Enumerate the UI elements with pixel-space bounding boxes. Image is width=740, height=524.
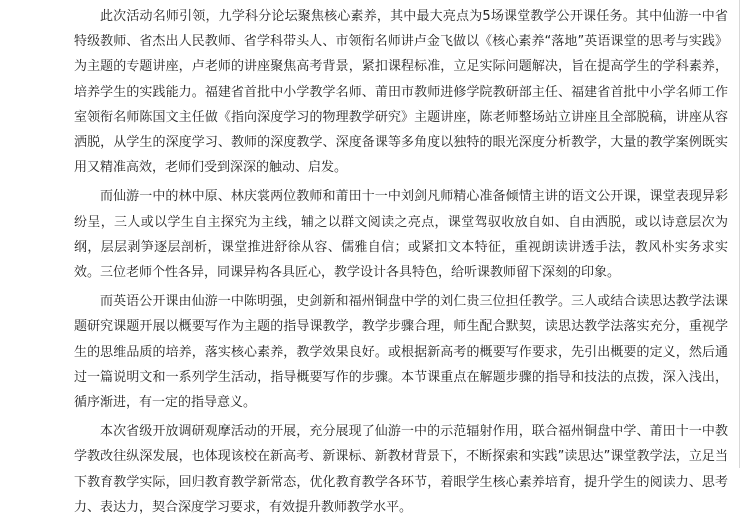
paragraph-summary: 本次省级开放调研观摩活动的开展，充分展现了仙游一中的示范辐射作用，联合福州铜盘中学、莆田十一中教学教改往纵深发展，也体现该校在新高考、新课标、新教材背景下，不断探索和实践”读思达”课堂教学法，立足当下教育教学实际，回归教育教学新常态，优化教育教学各环节，着眼学生核心素养培育，提升学生的阅读力、思考力、表达力，契合深度学习要求，有效提升教师教学水平。: [74, 424, 728, 515]
article-body: [74, 4, 728, 524]
paragraph-lectures: 此次活动名师引领，九学科分论坛聚焦核心素养，其中最大亮点为5场课堂教学公开课任务。其中仙游一中省特级教师、省杰出人民教师、省学科带头人、市领衔名师讲卢金飞做以《核心素养“落地”英语课堂的思考与实践》为主题的专题讲座，卢老师的讲座聚焦高考背景，紧扣课程标准，立足实际问题解决，旨在提高学生的学科素养，培养学生的实践能力。福建省首批中小学教学名师、莆田市教师进修学院教研部主任、福建省首批中小学名师工作室领衔名师陈国文主任做《指向深度学习的物理教学研究》主题讲座，陈老师整场站立讲座且全部脱稿，讲座从容洒脱，从学生的深度学习、教师的深度教学、深度备课等多角度以独特的眼光深度分析教学，大量的教学案例既实用又精准高效，老师们受到深深的触动、启发。: [74, 9, 728, 176]
paragraph-english-class: 而英语公开课由仙游一中陈明强，史剑新和福州铜盘中学的刘仁贵三位担任教学。三人或结合读思达教学法课题研究课题开展以概要写作为主题的指导课教学，教学步骤合理，师生配合默契，读思达教学法落实充分，重视学生的思维品质的培养，落实核心素养，教学效果良好。或根据新高考的概要写作要求，先引出概要的定义，然后通过一篇说明文和一系列学生活动，指导概要写作的步骤。本节课重点在解题步骤的指导和技法的点拨，深入浅出，循序渐进，有一定的指导意义。: [74, 294, 728, 411]
paragraph-chinese-class: 而仙游一中的林中原、林庆裳两位教师和莆田十一中刘剑凡师精心准备倾情主讲的语文公开课，课堂表现异彩纷呈，三人或以学生自主探究为主线，辅之以群文阅读之亮点，课堂驾驭收放自如、自由洒脱，或以诗意层次为纲，层层剥笋逐层剖析，课堂推进舒徐从容、儒雅自信；或紧扣文本特征，重视朗读讲透手法，教风朴实务求实效。三位老师个性各异，同课异构各具匠心，教学设计各具特色，给听课教师留下深刻的印象。: [74, 189, 728, 281]
